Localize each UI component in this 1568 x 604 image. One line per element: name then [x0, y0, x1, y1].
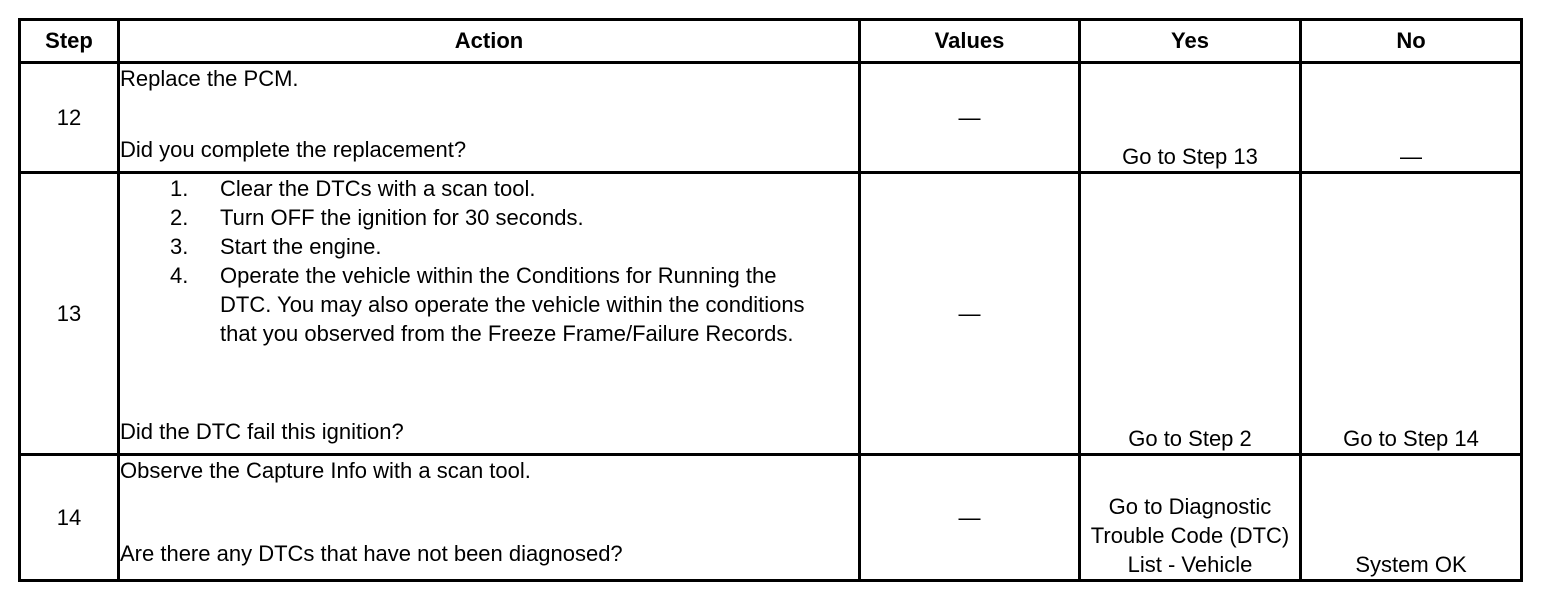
no-cell: Go to Step 14: [1301, 173, 1522, 455]
values-cell: —: [860, 455, 1080, 581]
substep-text: Operate the vehicle within the Conditions for Running the DTC. You may also operate the vehicle within the conditions that you observed from the Freeze Frame/Failure Records.: [220, 263, 805, 346]
step-number: 12: [20, 63, 119, 173]
table-row: [20, 455, 1522, 581]
yes-cell: Go to Step 13: [1080, 63, 1301, 173]
no-cell: —: [1301, 63, 1522, 173]
header-action: Action: [119, 20, 860, 63]
action-intro: Observe the Capture Info with a scan tool.: [120, 458, 531, 483]
action-question: Did the DTC fail this ignition?: [120, 419, 404, 444]
header-step: Step: [20, 20, 119, 63]
action-cell: [119, 63, 860, 173]
step-number: 13: [20, 173, 119, 455]
no-cell: System OK: [1301, 455, 1522, 581]
step-number: 14: [20, 455, 119, 581]
action-question: Did you complete the replacement?: [120, 137, 467, 162]
header-values: Values: [860, 20, 1080, 63]
substep-number: 4.: [170, 263, 189, 288]
list-item: [120, 203, 858, 232]
header-row: [20, 20, 1522, 63]
table-row: [20, 173, 1522, 455]
list-item: [120, 232, 858, 261]
header-no: No: [1301, 20, 1522, 63]
action-question: Are there any DTCs that have not been diagnosed?: [120, 541, 623, 566]
list-item: [120, 261, 858, 348]
header-yes: Yes: [1080, 20, 1301, 63]
table-row: [20, 63, 1522, 173]
values-cell: —: [860, 173, 1080, 455]
yes-cell: Go to Diagnostic Trouble Code (DTC) List - Vehicle: [1080, 455, 1301, 581]
substep-text: Turn OFF the ignition for 30 seconds.: [220, 205, 584, 230]
action-cell: [119, 173, 860, 455]
substep-text: Clear the DTCs with a scan tool.: [220, 176, 536, 201]
substep-number: 3.: [170, 234, 189, 259]
diagnostic-table: [18, 18, 1523, 582]
substep-text: Start the engine.: [220, 234, 382, 259]
action-intro: Replace the PCM.: [120, 66, 299, 91]
substep-list: [120, 174, 858, 348]
substep-number: 2.: [170, 205, 189, 230]
substep-number: 1.: [170, 176, 189, 201]
values-cell: —: [860, 63, 1080, 173]
yes-cell: Go to Step 2: [1080, 173, 1301, 455]
list-item: [120, 174, 858, 203]
action-cell: [119, 455, 860, 581]
